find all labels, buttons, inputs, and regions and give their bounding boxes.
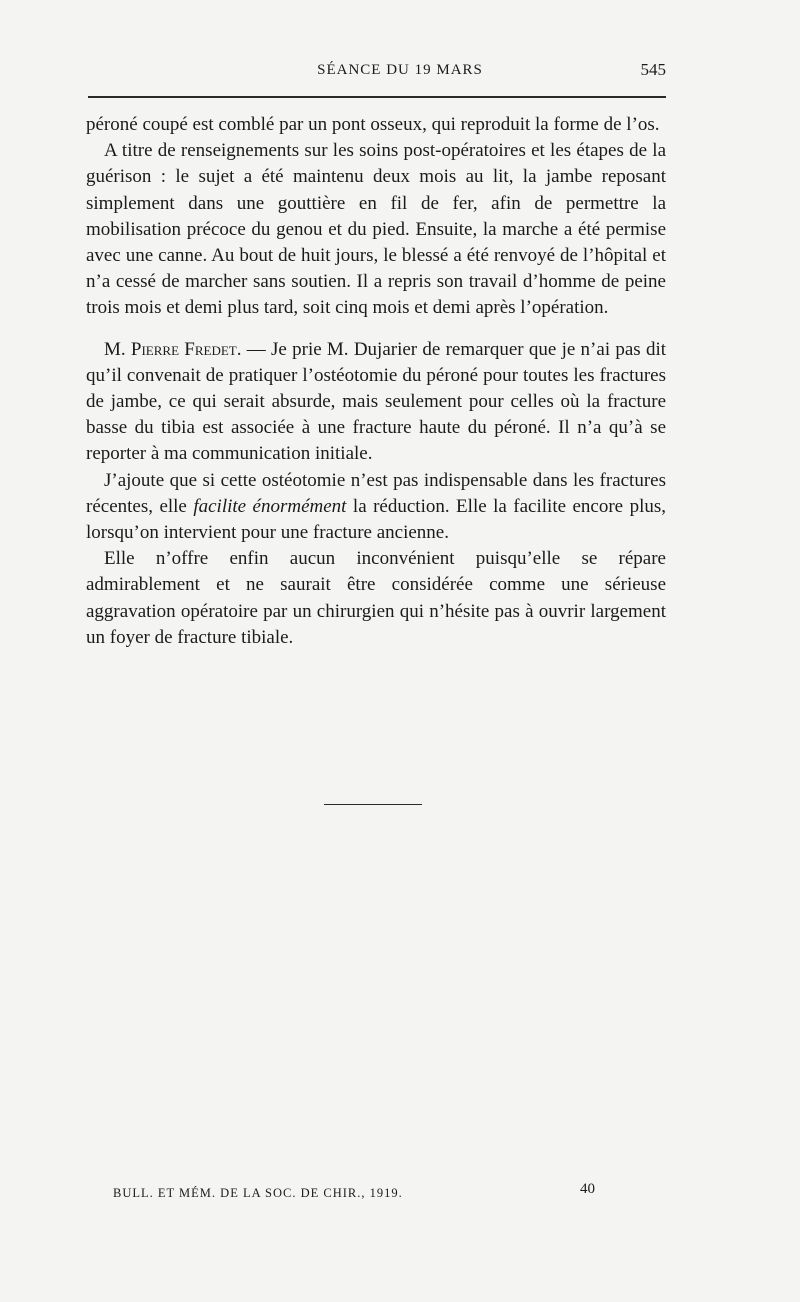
footer-citation: BULL. ET MÉM. DE LA SOC. DE CHIR., 1919. bbox=[113, 1186, 403, 1200]
header-rule bbox=[88, 96, 666, 98]
paragraph-conclusion: Elle n’offre enfin aucun inconvénient puisqu’elle se répare admirablement et ne saurait être considérée comme une sérieuse aggravation opératoire par un chirurgien qui n’hésite pas à ouvrir largement un foyer de fracture tibiale. bbox=[86, 548, 666, 648]
osteotomy-text-after: la réduction. Elle la facilite encore plus, lorsqu’on intervient pour une fracture ancienne. bbox=[86, 495, 666, 544]
osteotomy-text-before: J’ajoute que si cette ostéotomie n’est pas indispensable dans les fractures récentes, elle bbox=[86, 469, 666, 517]
speaker-prefix: M. bbox=[104, 338, 131, 360]
section-end-rule bbox=[324, 804, 422, 805]
paragraph-osteotomy bbox=[86, 468, 666, 547]
paragraph-speaker-remarks bbox=[86, 337, 666, 468]
running-header-title: SÉANCE DU 19 MARS bbox=[317, 62, 483, 78]
speaker-text: Je prie M. Dujarier de remarquer que je n’ai pas dit qu’il convenait de pratiquer l’ostéotomie du péroné pour toutes les fractures de jambe, ce qui serait absurde, mais seulement pour celles où la fracture basse du tibia est associée à une fracture haute du péroné. Il n’a qu’à se reporter à ma communication initiale. bbox=[86, 338, 667, 465]
body-text bbox=[86, 112, 666, 651]
paragraph-continuation: péroné coupé est comblé par un pont osseux, qui reproduit la forme de l’os. bbox=[86, 114, 660, 135]
osteotomy-italic-phrase: facilite énormément bbox=[193, 495, 347, 517]
footer-signature-number: 40 bbox=[580, 1181, 595, 1197]
paragraph-postop-care: A titre de renseignements sur les soins post-opératoires et les étapes de la guérison : le sujet a été maintenu deux mois au lit, la jambe reposant simplement dans une gouttière en fil de fer, afin de permettre la mobilisation précoce du genou et du pied. Ensuite, la marche a été permise avec une canne. Au bout de huit jours, le blessé a été renvoyé de l’hôpital et n’a cessé de marcher sans soutien. Il a repris son travail d’homme de peine trois mois et demi plus tard, soit cinq mois et demi après l’opération. bbox=[86, 140, 666, 319]
speaker-name: Pierre Fredet bbox=[130, 338, 237, 360]
speaker-separator: . — bbox=[236, 338, 272, 360]
page-number: 545 bbox=[640, 60, 666, 79]
